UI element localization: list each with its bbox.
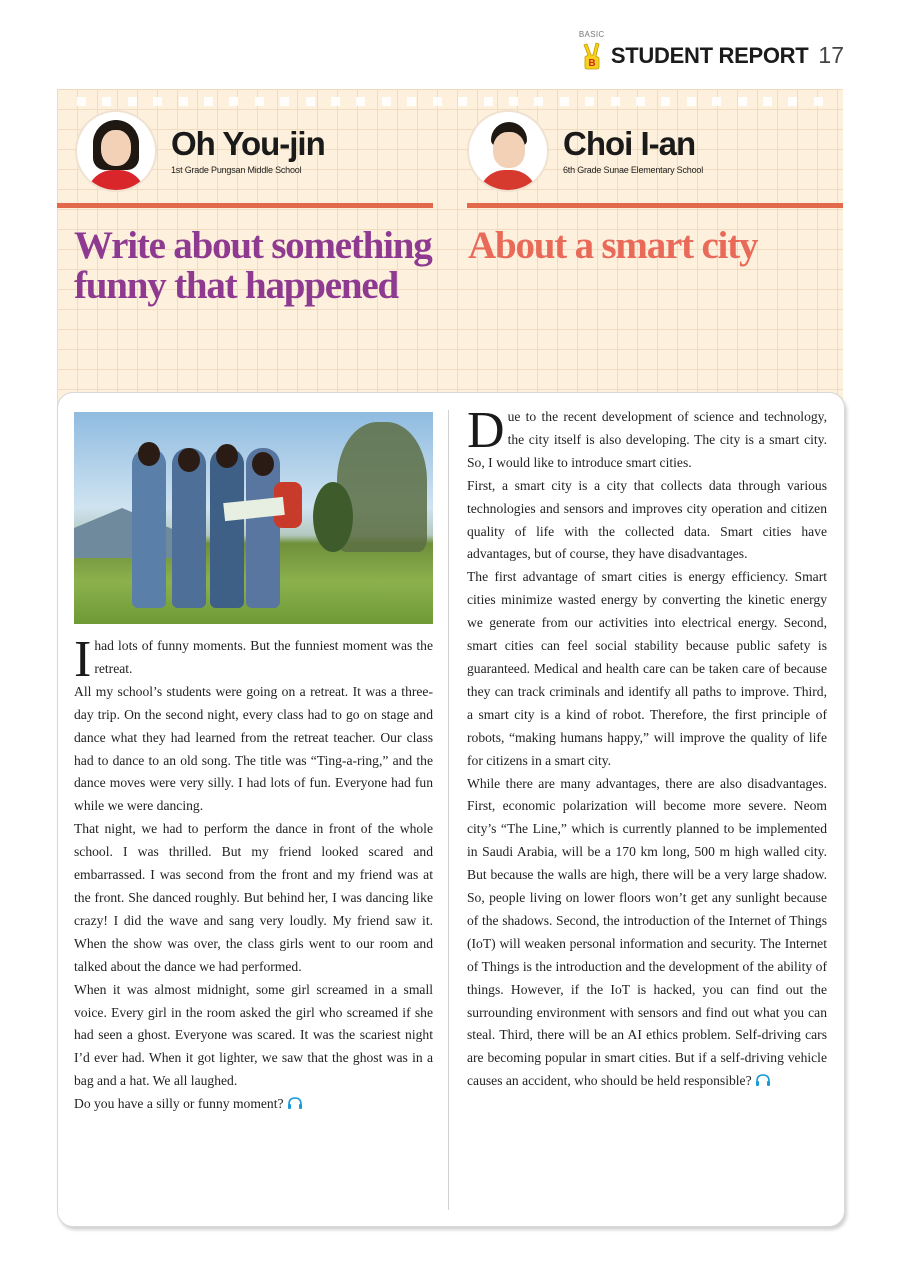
author-left — [75, 110, 325, 192]
paragraph: ue to the recent development of science and technology, the city itself is also developing. The city is a smart city. So, I would like to introduce smart cities. — [467, 409, 827, 470]
column-divider — [448, 410, 449, 1210]
divider-line — [467, 203, 843, 208]
left-article-body — [74, 631, 433, 1116]
retreat-photo — [74, 412, 433, 624]
thumbs-up-b-icon — [582, 42, 602, 70]
dropcap: D — [467, 402, 505, 459]
avatar — [75, 110, 157, 192]
author-school: 6th Grade Sunae Elementary School — [563, 165, 703, 175]
dropcap: I — [74, 631, 92, 688]
paragraph: Do you have a silly or funny moment? — [74, 1096, 284, 1112]
headphone-icon — [287, 1097, 303, 1109]
paragraph: had lots of funny moments. But the funniest moment was the retreat. — [94, 638, 433, 676]
avatar — [467, 110, 549, 192]
report-header — [579, 30, 844, 70]
paragraph: While there are many advantages, there are also disadvantages. First, economic polarization will become more severe. Neom city’s “The Line,” which is currently planned to be implemented in Saudi Arabia, will be a 170 km long, 500 m high walled city. But because the walls are high, there will be a very large shadow. So, people living on lower floors won’t get any sunlight because of the shadows. Second, the introduction of the Internet of Things (IoT) will weaken personal information and security. The Internet of Things is the introduction and the development of the ability of things. However, if the IoT is hacked, you can find out the surrounding environment with sensors and find out what you can steal. Third, there will be an AI ethics problem. Self-driving cars are becoming popular in smart cities. But if a self-driving vehicle causes an accident, who should be held responsible? — [467, 775, 827, 1089]
svg-text:B: B — [588, 58, 596, 69]
report-title: STUDENT REPORT — [610, 43, 809, 68]
basic-badge — [579, 30, 605, 70]
paragraph: All my school’s students were going on a retreat. It was a three-day trip. On the second night, every class had to go on stage and dance what they had learned from the retreat teacher. Our class had to dance to an old song. The title was “Ting-a-ring,” and the dance moves were very silly. I had lots of fun. Everyone had fun while we were dancing. — [74, 683, 433, 814]
notebook-holes — [77, 97, 823, 106]
headphone-icon — [755, 1074, 771, 1086]
divider-line — [57, 203, 433, 208]
badge-label: BASIC — [578, 30, 605, 39]
author-name: Choi I-an — [563, 125, 696, 162]
page-number: 17 — [818, 42, 844, 68]
paragraph: First, a smart city is a city that collects data through various technologies and sensors and improves city operation and citizen quality of life with the collected data. Smart cities have advantages, but of course, they have disadvantages. — [467, 477, 827, 562]
paragraph: The first advantage of smart cities is energy efficiency. Smart cities minimize wasted energy by converting the kinetic energy we generate from our activities into electrical energy. Second, smart cities can feel social stability because public safety is guaranteed. Medical and health care can be taken care of because they can track criminals and identify all paths to improve. Third, a smart city is a kind of robot. Therefore, the first principle of robots, “making humans happy,” will improve the quality of life for citizens in a smart city. — [467, 569, 827, 768]
author-right — [467, 110, 703, 192]
author-school: 1st Grade Pungsan Middle School — [171, 165, 302, 175]
article-title-left: Write about something funny that happened — [74, 224, 432, 307]
article-title-right: About a smart city — [468, 224, 758, 267]
author-name: Oh You-jin — [171, 125, 325, 162]
right-article-body — [467, 402, 827, 1093]
paragraph: When it was almost midnight, some girl screamed in a small voice. Every girl in the room asked the girl who screamed if she had seen a ghost. Everyone was scared. It was the scariest night I’d ever had. When it got lighter, we saw that the ghost was in a bag and a hat. We all laughed. — [74, 981, 433, 1089]
paragraph: That night, we had to perform the dance in front of the whole school. I was thrilled. But my friend looked scared and embarrassed. I was second from the front and my friend was at the front. She danced roughly. But behind her, I was dancing like crazy! I did the wave and sang very loudly. My friend saw it. When the show was over, the class girls went to our room and talked about the dance we had performed. — [74, 821, 433, 974]
